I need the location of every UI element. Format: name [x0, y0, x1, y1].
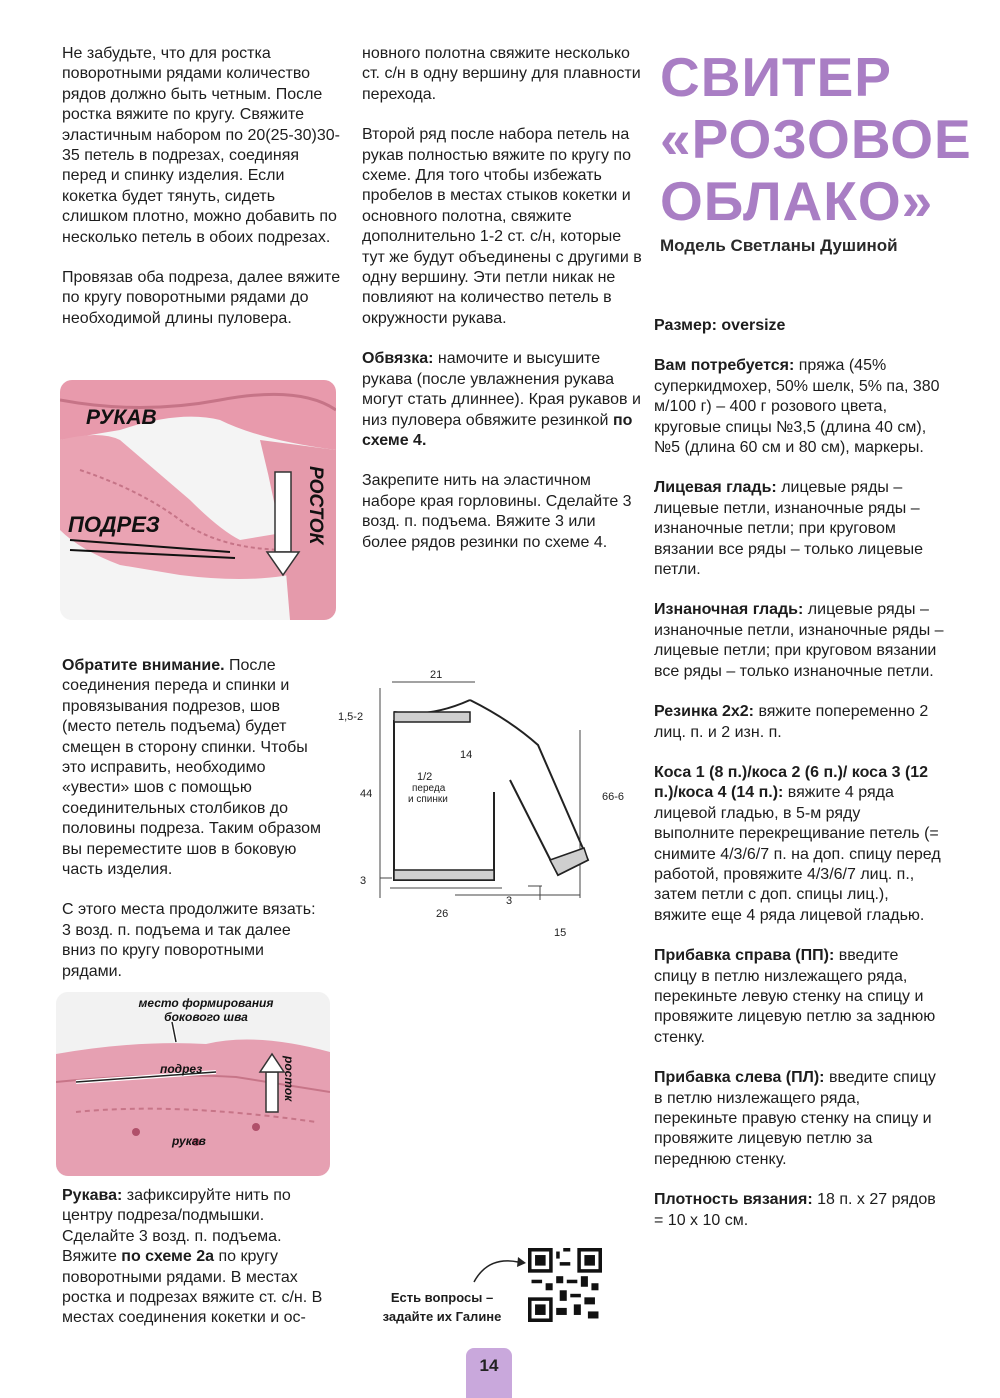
text-column-2: [362, 44, 642, 573]
dim-15: 15: [554, 927, 567, 939]
increase-right: Прибавка справа (ПП): введите спицу в петлю низлежащего ряда, перекиньте левую стенку на спицу и провяжите лицевую петлю за заднюю стенку.: [654, 947, 936, 1046]
paragraph-note: [62, 656, 328, 880]
label-sleeve: РУКАВ: [86, 406, 157, 429]
note-text: После соединения переда и спинки и провязывания подрезов, шов (место петель подъема) будет смещен в сторону спинки. Чтобы это исправить, необходимо «увести» шов с помощью соединительных столбиков до половины подреза. Таким образом вы переместите шов в боковую часть изделия.: [62, 657, 322, 879]
size: Размер: oversize: [654, 317, 786, 334]
paragraph-continue: С этого места продолжите вязать: 3 возд. п. подъема и так далее вниз по кругу поворотными рядами.: [62, 901, 316, 980]
paragraph-neckline: Закрепите нить на эластичном наборе края горловины. Сделайте 3 возд. п. подъема. Вяжите 3 или более рядов резинки по схеме 4.: [362, 472, 632, 551]
photo-side-seam: [56, 992, 330, 1176]
back-label: и спинки: [408, 794, 448, 805]
dim-3a: 3: [360, 875, 367, 887]
qr-code-icon[interactable]: [528, 1248, 602, 1322]
text-column-3: [654, 316, 944, 1251]
paragraph-growth: Не забудьте, что для ростка поворотными рядами количество рядов должно быть четным. После ростка вяжите по кругу. Свяжите эластичным набором по 20(25-30)30-35 петель в подрезах, соединяя перед и спинку изделия. Если кокетка будет тянуть, сидеть слишком плотно, можно добавить по несколько петель в обоих подрезах.: [62, 45, 340, 246]
page-title: СВИТЕР «РОЗОВОЕ ОБЛАКО»: [660, 46, 972, 232]
half-label: 1/2: [417, 771, 433, 783]
dim-3b: 3: [506, 895, 513, 907]
label-sleeve-2: рукав: [172, 1134, 206, 1148]
page-subtitle: Модель Светланы Душиной: [660, 236, 898, 255]
qr-block: [372, 1248, 612, 1338]
paragraph-edging: Обвязка: намочите и высушите рукава (после увлажнения рукава могут стать длиннее). Края рукавов и низ пуловера обвяжите резинкой по схеме 4.: [362, 350, 641, 449]
label-gusset-2: подрез: [160, 1062, 203, 1076]
text-column-1: [62, 44, 344, 349]
paragraph-second-row: Второй ряд после набора петель на рукав полностью вяжите по кругу по схеме. Для того чтобы избежать пробелов в местах стыков кокетки и основного полотна, свяжите дополнительно 1-2 ст. с/н, которые тут же будут объединены с другими в одну вершину. Эти петли никак не повлияют на количество петель в окружности рукава.: [362, 126, 642, 327]
cables: Коса 1 (8 п.)/коса 2 (6 п.)/ коса 3 (12 п.)/коса 4 (14 п.): вяжите 4 ряда лицевой гладью, в 5-м ряду выполните перекрещивание петель (= снимите 4/3/6/7 п. на доп. спицу перед работой, провяжите 4/3/6/7 лиц. п., затем петли с доп. спицы лиц.), вяжите еще 4 ряда лицевой гладью.: [654, 763, 941, 924]
stockinette: Лицевая гладь: лицевые ряды – лицевые петли, изнаночные ряды – изнаночные петли; при круговом вязании все ряды – только лицевые петли.: [654, 479, 923, 579]
label-gusset: ПОДРЕЗ: [68, 512, 160, 537]
increase-left: Прибавка слева (ПЛ): введите спицу в петлю низлежащего ряда, перекиньте правую стенку на спицу и провяжите лицевую петлю за переднюю стенку.: [654, 1069, 936, 1168]
reverse-stockinette: Изнаночная гладь: лицевые ряды – изнаночные петли, изнаночные ряды – лицевые петли; при круговом вязании все ряды – только изнаночные петли.: [654, 601, 944, 680]
text-column-1c: [62, 1186, 330, 1349]
dim-21: 21: [430, 669, 443, 681]
paragraph-gussets: Провязав оба подреза, далее вяжите по кругу поворотными рядами до необходимой длины пуловера.: [62, 269, 341, 327]
label-growth: РОСТОК: [305, 466, 326, 545]
paragraph-sleeves: Рукава: зафиксируйте нить по центру подреза/подмышки. Сделайте 3 возд. п. подъема. Вяжите по схеме 2а по кругу поворотными рядами. В местах ростка и подрезах вяжите ст. с/н. В местах соединения кокетки и ос-: [62, 1187, 323, 1327]
gauge: Плотность вязания: 18 п. х 27 рядов = 10 х 10 см.: [654, 1191, 936, 1229]
dim-66-6: 66-6: [602, 791, 625, 803]
sleeves-label: Рукава:: [62, 1187, 123, 1204]
edging-label: Обвязка:: [362, 350, 434, 368]
text-column-1b: [62, 656, 328, 1002]
dim-26: 26: [436, 908, 449, 920]
note-label: Обратите внимание.: [62, 657, 225, 674]
qr-caption: Есть вопросы – задайте их Галине: [382, 1290, 502, 1324]
dim-14: 14: [460, 749, 473, 761]
rib: Резинка 2х2: вяжите попеременно 2 лиц. п. и 2 изн. п.: [654, 703, 929, 741]
page-number: 14: [466, 1348, 512, 1398]
sweater-schema: [330, 660, 650, 950]
dim-44: 44: [360, 788, 373, 800]
front-label: переда: [412, 783, 446, 794]
materials: Вам потребуется: пряжа (45% суперкидмохер, 50% шелк, 5% па, 380 м/100 г) – 400 г розового цвета, круговые спицы №3,5 (длина 40 см), №5 (длина 60 см и 80 см), маркеры.: [654, 357, 940, 457]
label-growth-2: росток: [282, 1056, 296, 1102]
photo-sleeve-gusset: [60, 380, 336, 620]
dim-1-5-2: 1,5-2: [338, 711, 364, 723]
arrow-icon: [468, 1248, 528, 1288]
label-side-seam: место формирования бокового шва: [138, 996, 274, 1024]
paragraph-transition: новного полотна свяжите несколько ст. с/н в одну вершину для плавности перехода.: [362, 45, 641, 103]
